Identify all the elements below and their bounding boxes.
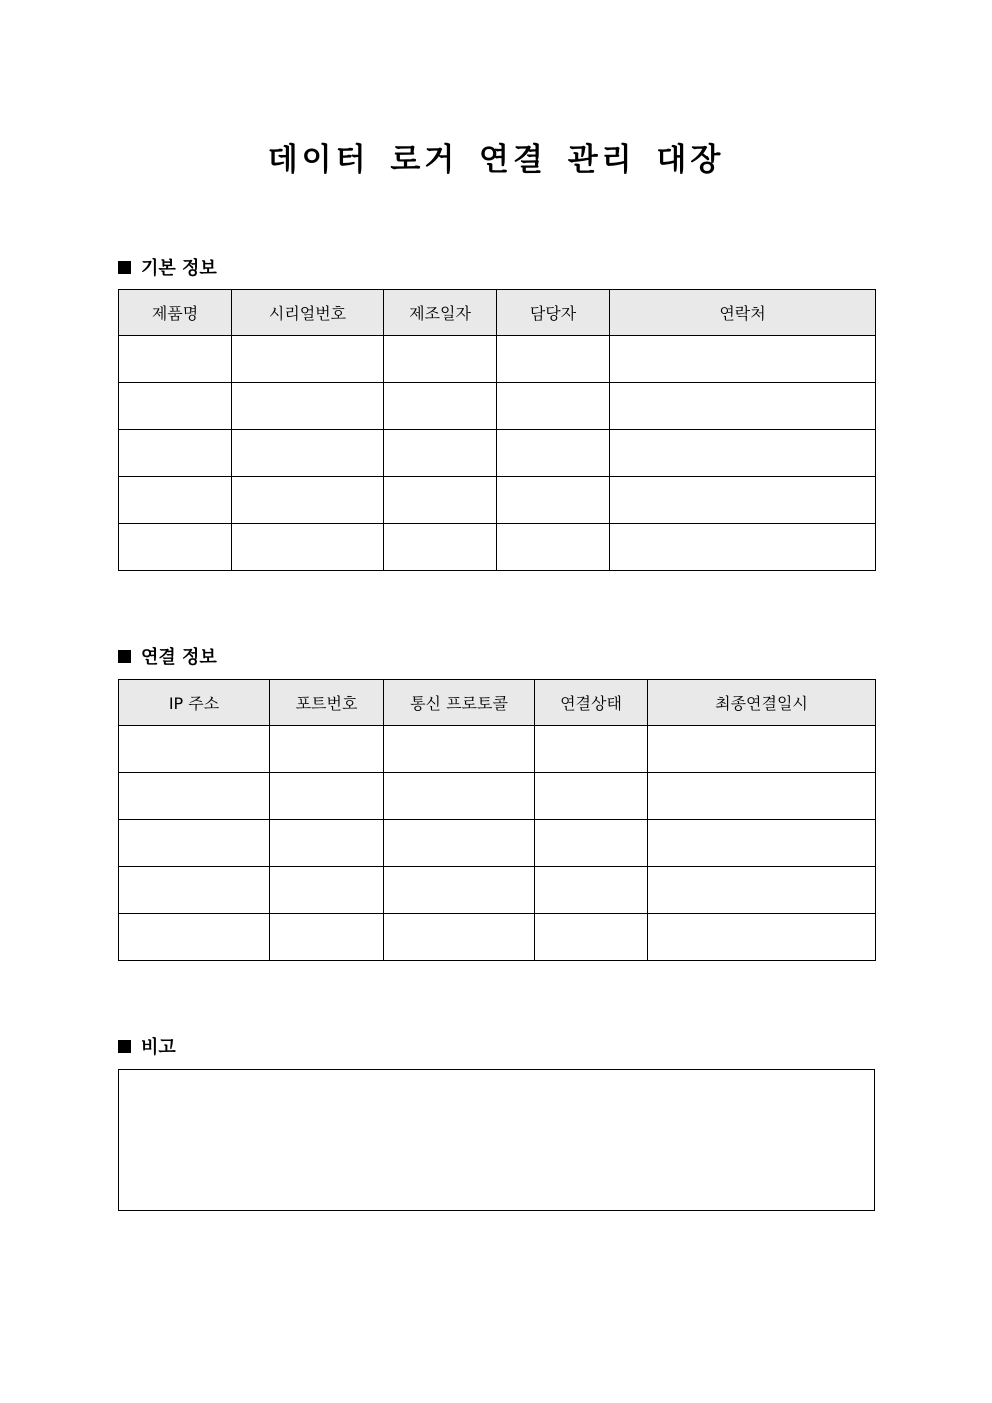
table-cell[interactable] — [535, 914, 648, 961]
table-cell[interactable] — [384, 726, 535, 773]
table-cell[interactable] — [119, 336, 232, 383]
section-heading-connection-info — [118, 643, 217, 669]
column-header-contact: 연락처 — [610, 290, 876, 336]
table-cell[interactable] — [497, 524, 610, 571]
section-heading-basic-info — [118, 254, 217, 280]
section-heading-label: 연결 정보 — [141, 647, 217, 668]
table-row — [119, 726, 876, 773]
table-header-row — [119, 290, 876, 336]
column-header-person-in-charge: 담당자 — [497, 290, 610, 336]
table-cell[interactable] — [119, 773, 270, 820]
column-header-product-name: 제품명 — [119, 290, 232, 336]
table-cell[interactable] — [535, 726, 648, 773]
table-cell[interactable] — [535, 773, 648, 820]
column-header-serial-number: 시리얼번호 — [232, 290, 384, 336]
table-header-row — [119, 680, 876, 726]
table-cell[interactable] — [384, 477, 497, 524]
table-cell[interactable] — [384, 383, 497, 430]
table-cell[interactable] — [497, 477, 610, 524]
table-cell[interactable] — [119, 524, 232, 571]
column-header-ip-address: IP 주소 — [119, 680, 270, 726]
table-row — [119, 867, 876, 914]
table-cell[interactable] — [384, 524, 497, 571]
table-cell[interactable] — [119, 867, 270, 914]
column-header-last-connected: 최종연결일시 — [648, 680, 876, 726]
table-cell[interactable] — [648, 820, 876, 867]
table-cell[interactable] — [535, 867, 648, 914]
table-row — [119, 524, 876, 571]
table-cell[interactable] — [270, 820, 384, 867]
table-row — [119, 914, 876, 961]
column-header-port-number: 포트번호 — [270, 680, 384, 726]
table-cell[interactable] — [384, 430, 497, 477]
table-cell[interactable] — [119, 383, 232, 430]
table-cell[interactable] — [384, 820, 535, 867]
column-header-protocol: 통신 프로토콜 — [384, 680, 535, 726]
square-bullet-icon — [118, 1040, 131, 1053]
section-heading-remarks — [118, 1033, 176, 1059]
table-cell[interactable] — [497, 383, 610, 430]
table-cell[interactable] — [119, 820, 270, 867]
table-row — [119, 773, 876, 820]
table-cell[interactable] — [232, 383, 384, 430]
table-cell[interactable] — [232, 336, 384, 383]
document-title: 데이터 로거 연결 관리 대장 — [267, 142, 725, 178]
table-cell[interactable] — [648, 914, 876, 961]
table-cell[interactable] — [648, 726, 876, 773]
table-cell[interactable] — [232, 477, 384, 524]
table-row — [119, 477, 876, 524]
table-cell[interactable] — [232, 430, 384, 477]
table-cell[interactable] — [384, 867, 535, 914]
table-cell[interactable] — [232, 524, 384, 571]
connection-info-table — [118, 679, 876, 961]
table-cell[interactable] — [610, 430, 876, 477]
table-cell[interactable] — [119, 914, 270, 961]
table-cell[interactable] — [119, 726, 270, 773]
table-cell[interactable] — [497, 336, 610, 383]
table-cell[interactable] — [610, 336, 876, 383]
square-bullet-icon — [118, 261, 131, 274]
table-cell[interactable] — [270, 867, 384, 914]
table-row — [119, 383, 876, 430]
table-row — [119, 430, 876, 477]
table-cell[interactable] — [270, 726, 384, 773]
table-cell[interactable] — [270, 914, 384, 961]
column-header-manufacture-date: 제조일자 — [384, 290, 497, 336]
square-bullet-icon — [118, 650, 131, 663]
table-cell[interactable] — [384, 773, 535, 820]
section-heading-label: 비고 — [141, 1037, 176, 1058]
table-cell[interactable] — [535, 820, 648, 867]
section-heading-label: 기본 정보 — [141, 258, 217, 279]
table-cell[interactable] — [648, 773, 876, 820]
table-cell[interactable] — [119, 477, 232, 524]
table-cell[interactable] — [270, 773, 384, 820]
table-cell[interactable] — [384, 914, 535, 961]
table-cell[interactable] — [648, 867, 876, 914]
table-cell[interactable] — [497, 430, 610, 477]
table-cell[interactable] — [384, 336, 497, 383]
table-cell[interactable] — [610, 383, 876, 430]
table-row — [119, 336, 876, 383]
table-row — [119, 820, 876, 867]
column-header-connection-status: 연결상태 — [535, 680, 648, 726]
table-cell[interactable] — [119, 430, 232, 477]
remarks-box[interactable] — [118, 1069, 875, 1211]
basic-info-table — [118, 289, 876, 571]
table-cell[interactable] — [610, 524, 876, 571]
table-cell[interactable] — [610, 477, 876, 524]
